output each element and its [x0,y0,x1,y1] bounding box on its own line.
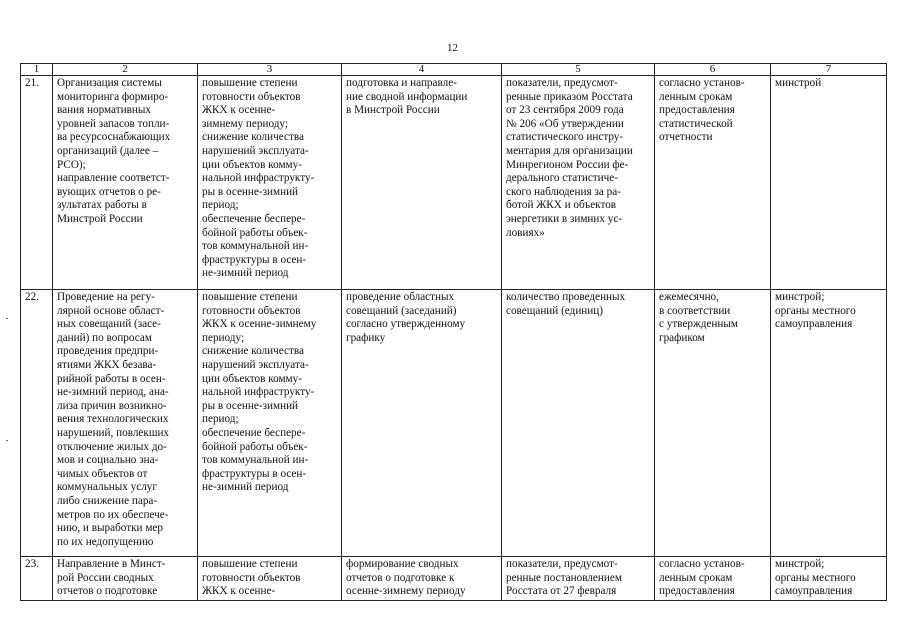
responsible-cell: минстрой; органы местного самоуправления [771,557,887,601]
table-row [21,76,887,290]
row-number: 23. [21,557,53,601]
scan-mark [6,440,8,441]
measures-table [20,63,887,601]
indicators-cell: показатели, предусмот- ренные постановлением Росстата от 27 февраля [502,557,655,601]
scan-mark [6,318,8,319]
measure-name-cell: Проведение на регу- лярной основе област- ных совещаний (засе- даний) по вопросам проведения предпри- ятиями ЖКХ безава- рийной работы в осен- не-зимний период, ана- лиза причин возникно- вения технологических нарушений, повлекших отключение жилых до- мов и социально зна- чимых объектов от коммунальных услуг либо снижение пара- метров по их обеспече- нию, и выработки мер по их недопущению [53,290,198,557]
page-number: 12 [447,42,458,54]
column-header: 1 [21,64,53,76]
implementation-form-cell: подготовка и направле- ние сводной информации в Минстрой России [342,76,502,290]
row-number: 22. [21,290,53,557]
expected-result-cell: повышение степени готовности объектов ЖКХ к осенне- [198,557,342,601]
row-number: 21. [21,76,53,290]
table-row [21,290,887,557]
indicators-cell: показатели, предусмот- ренные приказом Росстата от 23 сентября 2009 года № 206 «Об утверждении статистического инстру- ментария для организации Минрегионом России фе- дерального статистиче- ского наблюдения за ра- ботой ЖКХ и объектов энергетики в зимних ус- ловиях» [502,76,655,290]
table-row [21,557,887,601]
expected-result-cell: повышение степени готовности объектов ЖКХ к осенне- зимнему периоду; снижение количества нарушений эксплуата- ции объектов комму- нальной инфраструкту- ры в осенне-зимний период; обеспечение беспере- бойной работы объек- тов коммунальной ин- фраструктуры в осен- не-зимний период [198,76,342,290]
implementation-form-cell: проведение областных совещаний (заседаний) согласно утвержденному графику [342,290,502,557]
column-header: 3 [198,64,342,76]
column-header: 2 [53,64,198,76]
measure-name-cell: Направление в Минст- рой России сводных отчетов о подготовке [53,557,198,601]
responsible-cell: минстрой; органы местного самоуправления [771,290,887,557]
implementation-form-cell: формирование сводных отчетов о подготовке к осенне-зимнему периоду [342,557,502,601]
column-header: 5 [502,64,655,76]
indicators-cell: количество проведенных совещаний (единиц) [502,290,655,557]
deadline-cell: ежемесячно, в соответствии с утвержденным графиком [655,290,771,557]
measure-name-cell: Организация системы мониторинга формиро- вания нормативных уровней запасов топли- ва ресурсоснабжающих организаций (далее – РСО); направление соответст- вующих отчетов о ре- зультатах работы в Минстрой России [53,76,198,290]
expected-result-cell: повышение степени готовности объектов ЖКХ к осенне-зимнему периоду; снижение количества нарушений эксплуата- ции объектов комму- нальной инфраструкту- ры в осенне-зимний период; обеспечение беспере- бойной работы объек- тов коммунальной ин- фраструктуры в осен- не-зимний период [198,290,342,557]
column-header: 4 [342,64,502,76]
responsible-cell: минстрой [771,76,887,290]
column-number-row [21,64,887,76]
deadline-cell: согласно установ- ленным срокам предоставления статистической отчетности [655,76,771,290]
deadline-cell: согласно установ- ленным срокам предоставления [655,557,771,601]
column-header: 6 [655,64,771,76]
column-header: 7 [771,64,887,76]
